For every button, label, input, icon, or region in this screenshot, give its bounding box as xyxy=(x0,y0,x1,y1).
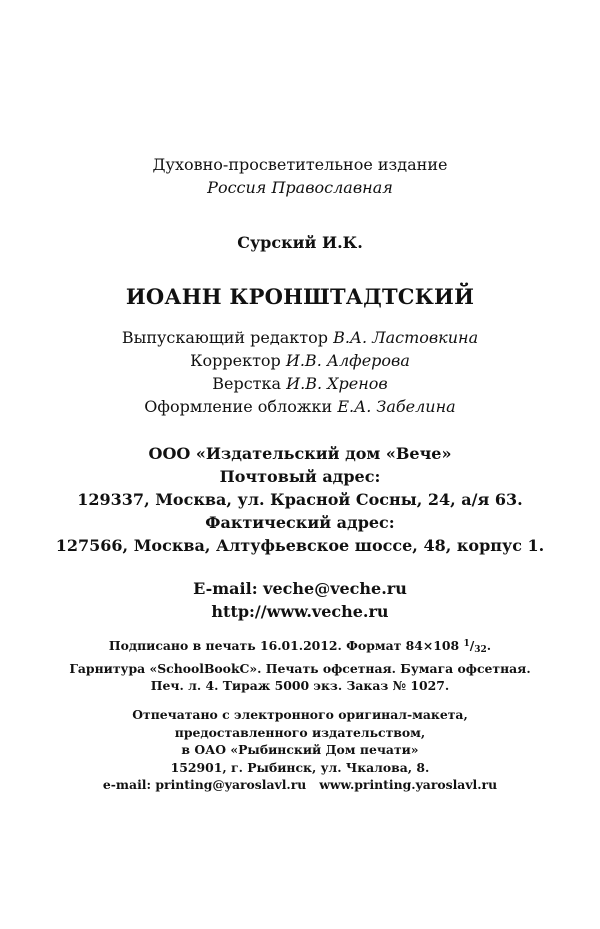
author-block xyxy=(0,231,600,254)
author-name: Сурский И.К. xyxy=(237,233,363,252)
staff-person: И.В. Алферова xyxy=(285,351,410,370)
format-separator: / xyxy=(469,638,475,653)
signed-text: Подписано в печать 16.01.2012. Формат 84×108 xyxy=(108,638,464,653)
staff-layout xyxy=(0,372,600,395)
actual-address: 127566, Москва, Алтуфьевское шоссе, 48, корпус 1. xyxy=(55,536,545,555)
typeface-line: Гарнитура «SchoolBookC». Печать офсетная. Бумага офсетная. xyxy=(69,660,531,676)
printer-block xyxy=(0,706,600,794)
series-block xyxy=(0,153,600,199)
staff-role: Верстка xyxy=(212,374,282,393)
staff-person: И.В. Хренов xyxy=(286,374,388,393)
contacts-block xyxy=(0,577,600,623)
publisher-website: http://www.veche.ru xyxy=(211,602,389,621)
postal-address: 129337, Москва, ул. Красной Сосны, 24, а/я 63. xyxy=(77,490,523,509)
printer-line-1: Отпечатано с электронного оригинал-макета, xyxy=(132,707,468,722)
format-numerator: 1 xyxy=(463,639,470,649)
staff-cover xyxy=(0,395,600,418)
printer-line-4: 152901, г. Рыбинск, ул. Чкалова, 8. xyxy=(170,759,430,775)
book-title: ИОАНН КРОНШТАДТСКИЙ xyxy=(125,284,475,309)
staff-credits xyxy=(0,326,600,418)
print-info-block xyxy=(0,636,600,695)
staff-editor xyxy=(0,326,600,349)
staff-corrector xyxy=(0,349,600,372)
staff-role: Корректор xyxy=(190,351,281,370)
edition-type: Духовно-просветительное издание xyxy=(152,155,448,174)
publisher-name: ООО «Издательский дом «Вече» xyxy=(148,444,452,463)
staff-person: В.А. Ластовкина xyxy=(333,328,479,347)
staff-role: Оформление обложки xyxy=(144,397,333,416)
title-block xyxy=(0,284,600,309)
publisher-email: E-mail: veche@veche.ru xyxy=(193,579,407,598)
printer-line-3: в ОАО «Рыбинский Дом печати» xyxy=(181,742,419,757)
printer-line-2: предоставленного издательством, xyxy=(174,724,426,740)
printer-line-5: e-mail: printing@yaroslavl.ru www.printing.yaroslavl.ru xyxy=(102,777,498,792)
staff-person: Е.А. Забелина xyxy=(337,397,456,416)
signed-end: . xyxy=(486,638,492,653)
actual-label: Фактический адрес: xyxy=(205,513,395,532)
publisher-block xyxy=(0,442,600,557)
series-name: Россия Православная xyxy=(207,178,393,197)
format-denominator: 32 xyxy=(474,645,487,655)
postal-label: Почтовый адрес: xyxy=(219,467,381,486)
signed-for-print xyxy=(0,636,600,660)
staff-role: Выпускающий редактор xyxy=(121,328,328,347)
sheets-line: Печ. л. 4. Тираж 5000 экз. Заказ № 1027. xyxy=(150,678,450,693)
